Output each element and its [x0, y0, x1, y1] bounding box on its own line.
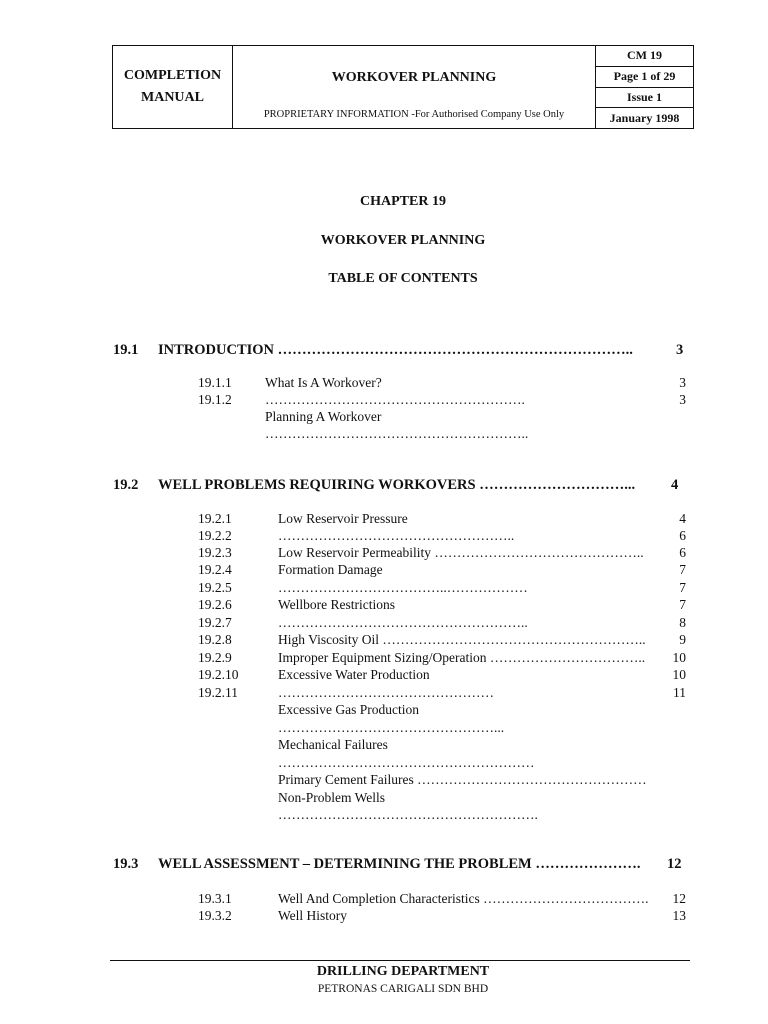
doc-code: CM 19 — [596, 46, 693, 67]
toc-entry-page: 8 — [679, 615, 686, 630]
toc-entry-page: 7 — [679, 597, 686, 612]
section-page: 4 — [671, 477, 679, 493]
proprietary-notice: PROPRIETARY INFORMATION -For Authorised Company Use Only — [263, 109, 565, 120]
issue-date: January 1998 — [609, 110, 680, 125]
toc-entry-page: 10 — [672, 650, 686, 665]
toc-entry-text: …………………………………………... — [278, 720, 505, 735]
toc-entry-page: 6 — [679, 545, 686, 560]
section-page: 12 — [667, 856, 682, 872]
toc-entry-text[interactable]: Well History — [278, 908, 348, 923]
toc-entry-text[interactable]: Primary Cement Failures …………………………………………… — [278, 772, 647, 787]
toc-entry-page: 12 — [672, 891, 686, 906]
toc-entry-page: 6 — [679, 528, 686, 543]
section-number: 19.1 — [113, 342, 139, 358]
toc-entry-text[interactable]: Non-Problem Wells — [278, 790, 386, 805]
toc-entry-text[interactable]: High Viscosity Oil ………………………………………………….. — [278, 632, 646, 647]
chapter-subject: WORKOVER PLANNING — [320, 233, 486, 248]
toc-entry-text: …………………………………………………. — [265, 392, 525, 407]
toc-entry-number: 19.3.2 — [198, 908, 232, 923]
toc-entry-text[interactable]: Formation Damage — [278, 562, 383, 577]
toc-entry-page: 3 — [679, 392, 686, 407]
toc-entry-number: 19.2.6 — [198, 597, 232, 612]
toc-entry-text[interactable]: Wellbore Restrictions — [278, 597, 396, 612]
manual-name — [113, 46, 233, 128]
toc-entry-text: ………………………………………………… — [278, 755, 535, 770]
manual-name-line1: COMPLETION — [123, 68, 222, 83]
toc-entry-text[interactable]: What Is A Workover? — [265, 375, 382, 390]
footer-department: DRILLING DEPARTMENT — [316, 964, 490, 979]
toc-entry-number: 19.2.8 — [198, 632, 232, 647]
toc-entry-page: 7 — [679, 580, 686, 595]
toc-entry-number: 19.2.11 — [198, 685, 238, 700]
document-header — [112, 45, 694, 129]
toc-entry-page: 7 — [679, 562, 686, 577]
toc-entry-text: ……………………………………………….. — [278, 615, 528, 630]
header-title-cell — [233, 46, 596, 128]
toc-entry-number: 19.2.9 — [198, 650, 232, 665]
header-meta — [596, 46, 693, 128]
toc-entry-text: ………………………………………… — [278, 685, 494, 700]
section-title: INTRODUCTION ……………………………………………………………….. — [158, 342, 633, 358]
toc-entry-text: ………………………………..……………… — [278, 580, 528, 595]
section-title: WELL PROBLEMS REQUIRING WORKOVERS …………………………... — [158, 477, 636, 493]
toc-entry-text[interactable]: Mechanical Failures — [278, 737, 388, 752]
toc-entry-text[interactable]: Low Reservoir Pressure — [278, 511, 408, 526]
toc-entry-text[interactable]: Excessive Water Production — [278, 667, 430, 682]
toc-entry-text[interactable]: Low Reservoir Permeability ……………………………………….. — [278, 545, 644, 560]
toc-entry-text[interactable]: Well And Completion Characteristics ………………………………. — [278, 891, 649, 906]
toc-entry-text[interactable]: Excessive Gas Production — [278, 702, 419, 717]
toc-entry-text: ………………………………………………….. — [265, 426, 529, 441]
section-number: 19.3 — [113, 856, 139, 872]
toc-heading: TABLE OF CONTENTS — [328, 271, 478, 286]
manual-name-line2: MANUAL — [141, 90, 204, 105]
toc-entry-number: 19.2.5 — [198, 580, 232, 595]
toc-entry-number: 19.1.2 — [198, 392, 232, 407]
toc-entry-number: 19.2.7 — [198, 615, 232, 630]
footer-rule — [110, 960, 690, 961]
chapter-heading: CHAPTER 19 — [360, 194, 446, 209]
toc-entry-text: …………………………………………….. — [278, 528, 515, 543]
toc-entry-number: 19.3.1 — [198, 891, 232, 906]
footer-company: PETRONAS CARIGALI SDN BHD — [317, 983, 489, 995]
toc-entry-number: 19.2.1 — [198, 511, 232, 526]
toc-entry-page: 3 — [679, 375, 686, 390]
section-title: WELL ASSESSMENT – DETERMINING THE PROBLEM …………………. — [158, 856, 641, 872]
toc-entry-number: 19.2.2 — [198, 528, 232, 543]
toc-entry-number: 19.1.1 — [198, 375, 232, 390]
page-indicator: Page 1 of 29 — [596, 67, 693, 88]
section-number: 19.2 — [113, 477, 139, 493]
toc-entry-text[interactable]: Improper Equipment Sizing/Operation …………………………….. — [278, 650, 646, 665]
section-page: 3 — [676, 342, 684, 358]
toc-entry-page: 4 — [679, 511, 686, 526]
toc-entry-page: 10 — [672, 667, 686, 682]
toc-entry-page: 13 — [672, 908, 686, 923]
toc-entry-number: 19.2.4 — [198, 562, 232, 577]
toc-entry-number: 19.2.10 — [198, 667, 239, 682]
toc-entry-text[interactable]: Planning A Workover — [265, 409, 382, 424]
toc-entry-text: …………………………………………………. — [278, 807, 538, 822]
toc-entry-number: 19.2.3 — [198, 545, 232, 560]
toc-entry-page: 9 — [679, 632, 686, 647]
header-title: WORKOVER PLANNING — [331, 70, 497, 85]
issue-number: Issue 1 — [596, 88, 693, 109]
toc-entry-page: 11 — [673, 685, 686, 700]
